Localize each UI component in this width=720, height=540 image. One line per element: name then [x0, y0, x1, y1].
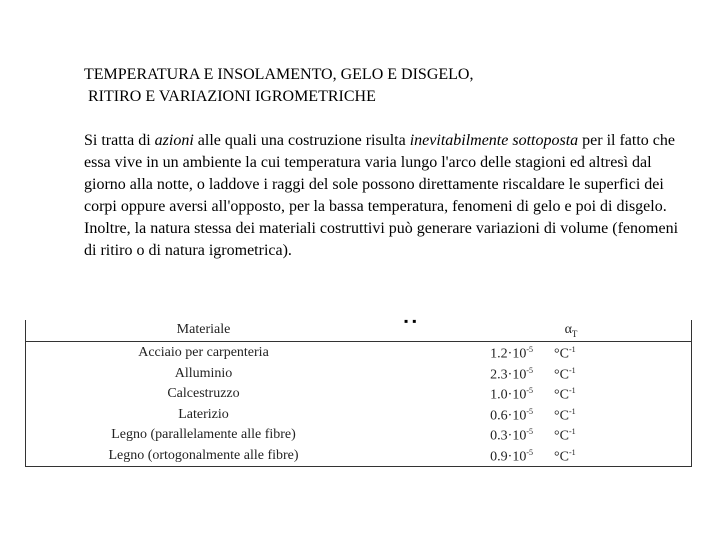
body-paragraph	[84, 130, 684, 262]
alpha-value-cell: $0.3\cdot 10^{-5}$	[490, 427, 533, 444]
table-header	[26, 320, 691, 342]
alpha-value-cell: $1.2\cdot 10^{-5}$	[490, 345, 533, 362]
material-cell: Laterizio	[178, 406, 229, 422]
para-text: alle quali una costruzione risulta	[193, 132, 410, 149]
para-emphasis: inevitabilmente sottoposta	[409, 132, 579, 149]
thermal-expansion-table	[25, 314, 692, 467]
unit-cell: $^\circ C^{-1}$	[554, 365, 576, 383]
table-row	[26, 427, 691, 448]
title-line-1: TEMPERATURA E INSOLAMENTO, GELO E DISGELO,	[84, 66, 474, 83]
alpha-value-cell: $0.9\cdot 10^{-5}$	[490, 447, 533, 465]
title-line-2: RITIRO E VARIAZIONI IGROMETRICHE	[84, 88, 376, 105]
alpha-value-cell: $2.3\cdot 10^{-5}$	[490, 365, 533, 383]
material-cell: Legno (parallelamente alle fibre)	[111, 427, 296, 442]
material-cell: Legno (ortogonalmente alle fibre)	[108, 447, 299, 463]
unit-cell: $^\circ C^{-1}$	[554, 447, 576, 465]
para-emphasis: azioni	[154, 132, 194, 149]
material-cell: Acciaio per carpenteria	[138, 345, 269, 360]
table-row	[26, 407, 691, 428]
material-cell: Calcestruzzo	[167, 386, 240, 401]
table-row	[26, 448, 691, 469]
table-row	[26, 366, 691, 387]
table-row	[26, 386, 691, 407]
table-row	[26, 345, 691, 366]
section-title	[84, 64, 473, 108]
header-alpha: $\alpha_T$	[564, 322, 578, 339]
header-material: Materiale	[176, 322, 231, 337]
para-text: Si tratta di	[84, 132, 155, 149]
unit-cell: $^\circ C^{-1}$	[554, 345, 576, 362]
alpha-value-cell: $0.6\cdot 10^{-5}$	[490, 406, 533, 424]
unit-cell: $^\circ C^{-1}$	[554, 406, 576, 424]
para-text: per il fatto che essa vive in un ambiente la cui temperatura varia lungo l'arco delle stagioni ed altresì dal giorno alla notte, o laddove i raggi del sole possono direttamente riscaldare le superfici dei corpi oppure aversi all'opposto, per la bassa temperatura, fenomeni di gelo e poi di disgelo. Inoltre, la natura stessa dei materiali costruttivi può generare variazioni di volume (fenomeni di ritiro o di natura igrometrica).	[84, 132, 679, 259]
unit-cell: $^\circ C^{-1}$	[554, 427, 576, 444]
artifact-dots: ▪▪	[404, 314, 421, 328]
alpha-value-cell: $1.0\cdot 10^{-5}$	[490, 386, 533, 403]
unit-cell: $^\circ C^{-1}$	[554, 386, 576, 403]
material-cell: Alluminio	[174, 365, 233, 381]
